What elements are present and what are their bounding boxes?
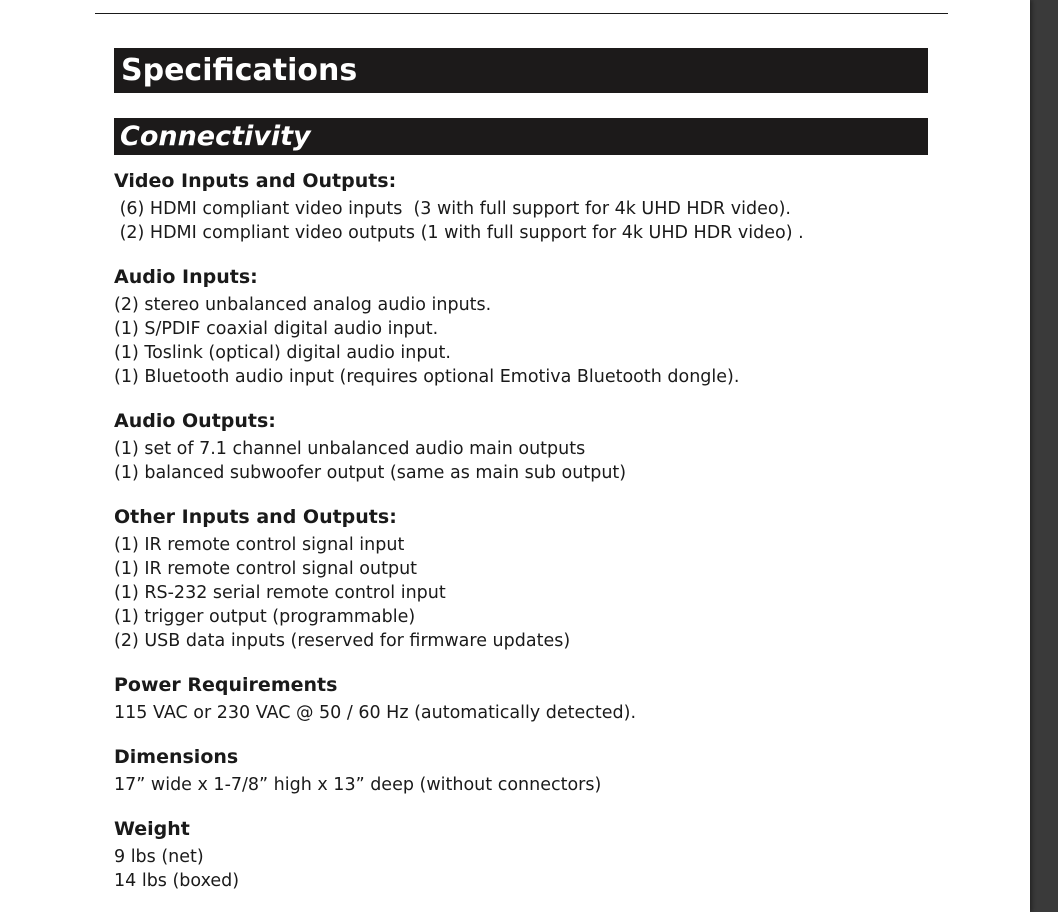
spec-line: (2) HDMI compliant video outputs (1 with full support for 4k UHD HDR video) . [114, 223, 804, 243]
spec-line: (2) stereo unbalanced analog audio inputs. [114, 295, 492, 315]
spec-heading: Power Requirements [114, 674, 338, 696]
spec-section [114, 264, 934, 389]
spec-line: (1) IR remote control signal input [114, 535, 405, 555]
header-rule [95, 13, 948, 14]
spec-section [114, 504, 934, 653]
page-title: Specifications [114, 48, 928, 93]
spec-heading: Audio Inputs: [114, 266, 258, 288]
spec-line: 17” wide x 1-7/8” high x 13” deep (without connectors) [114, 775, 602, 795]
spec-section [114, 408, 934, 485]
spec-line: (2) USB data inputs (reserved for firmware updates) [114, 631, 571, 651]
spec-line: (1) Bluetooth audio input (requires optional Emotiva Bluetooth dongle). [114, 367, 740, 387]
spec-line: (1) S/PDIF coaxial digital audio input. [114, 319, 439, 339]
spec-section [114, 744, 934, 797]
spec-heading: Other Inputs and Outputs: [114, 506, 397, 528]
spec-section [114, 168, 934, 245]
spec-line: 9 lbs (net) [114, 847, 204, 867]
spec-list [114, 168, 934, 912]
spec-section [114, 816, 934, 893]
spec-heading: Audio Outputs: [114, 410, 276, 432]
spec-line: 115 VAC or 230 VAC @ 50 / 60 Hz (automatically detected). [114, 703, 637, 723]
spec-line: (1) RS-232 serial remote control input [114, 583, 446, 603]
spec-heading: Dimensions [114, 746, 239, 768]
spec-line: (1) trigger output (programmable) [114, 607, 416, 627]
spec-line: (1) Toslink (optical) digital audio input. [114, 343, 451, 363]
spec-line: (6) HDMI compliant video inputs (3 with full support for 4k UHD HDR video). [114, 199, 791, 219]
spec-heading: Video Inputs and Outputs: [114, 170, 397, 192]
spec-line: 14 lbs (boxed) [114, 871, 240, 891]
spec-line: (1) IR remote control signal output [114, 559, 418, 579]
spec-line: (1) balanced subwoofer output (same as main sub output) [114, 463, 627, 483]
spec-heading: Weight [114, 818, 190, 840]
spec-section [114, 672, 934, 725]
spec-line: (1) set of 7.1 channel unbalanced audio main outputs [114, 439, 586, 459]
section-title: Connectivity [114, 118, 928, 155]
